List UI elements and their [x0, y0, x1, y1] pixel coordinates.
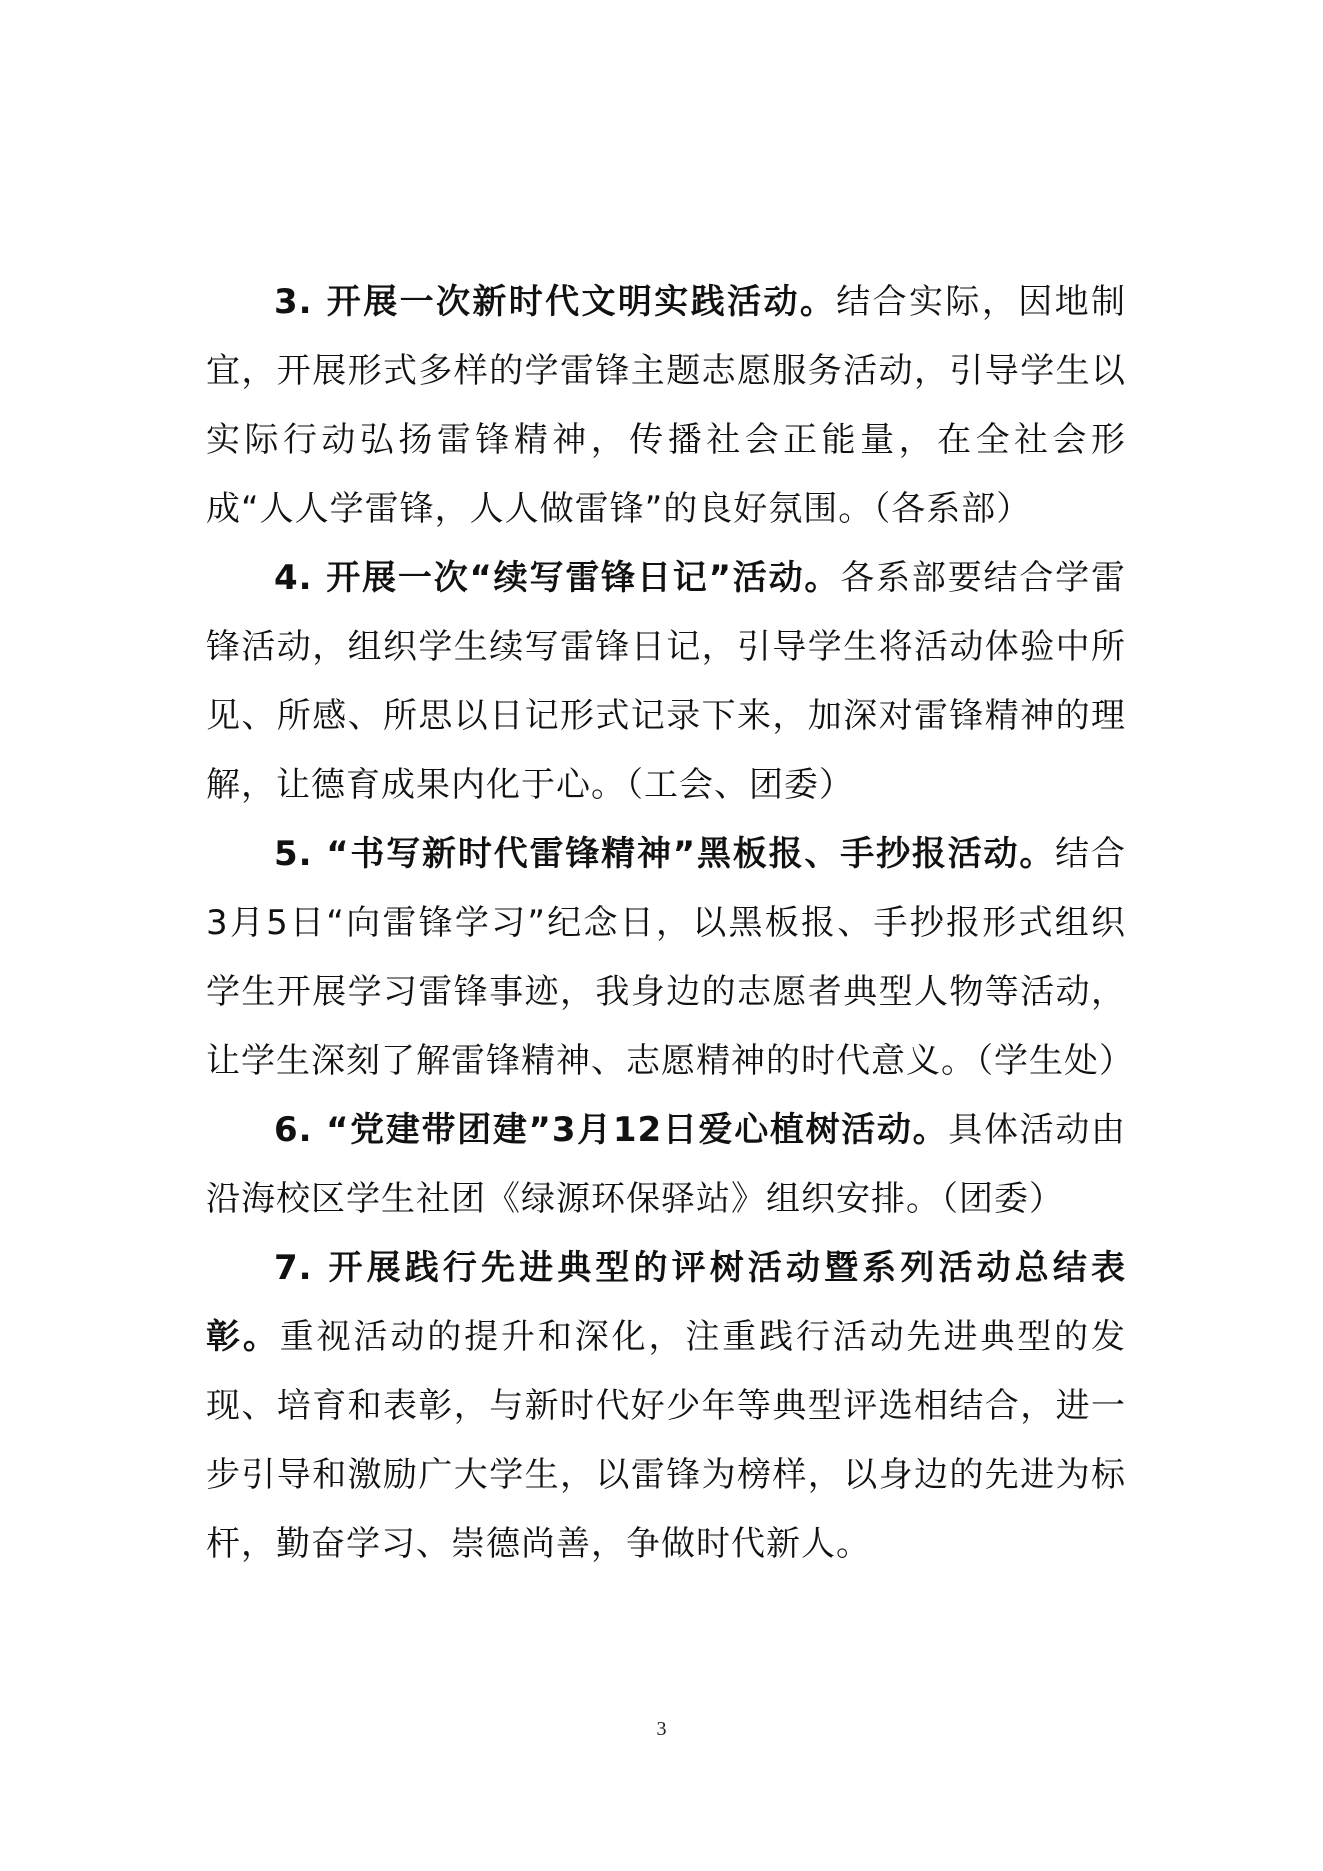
paragraph-item-7: [206, 1234, 1126, 1579]
paragraph-heading: 7. 开展践行先进典型的评树活动暨系列活动总结表彰。: [206, 1248, 1126, 1357]
paragraph-item-5: [206, 820, 1134, 1096]
paragraph-heading: 4. 开展一次“续写雷锋日记”活动。: [274, 558, 841, 598]
paragraph-item-6: [206, 1096, 1126, 1234]
paragraph-body: 重视活动的提升和深化，注重践行活动先进典型的发现、培育和表彰，与新时代好少年等典型评选相结合，进一步引导和激励广大学生，以雷锋为榜样，以身边的先进为标杆，勤奋学习、崇德尚善，争做时代新人。: [206, 1317, 1126, 1564]
paragraph-body: 各系部要结合学雷锋活动，组织学生续写雷锋日记，引导学生将活动体验中所见、所感、所思以日记形式记录下来，加深对雷锋精神的理解，让德育成果内化于心。（工会、团委）: [206, 558, 1126, 805]
page-number: 3: [656, 1718, 667, 1740]
document-body: [206, 268, 1134, 1579]
paragraph-item-3: [206, 268, 1126, 544]
paragraph-heading: 5. “书写新时代雷锋精神”黑板报、手抄报活动。: [274, 834, 1056, 874]
paragraph-heading: 3. 开展一次新时代文明实践活动。: [274, 282, 837, 322]
paragraph-body: 结合实际，因地制宜，开展形式多样的学雷锋主题志愿服务活动，引导学生以实际行动弘扬雷锋精神，传播社会正能量，在全社会形成“人人学雷锋，人人做雷锋”的良好氛围。（各系部）: [206, 282, 1126, 529]
paragraph-body: 具体活动由沿海校区学生社团《绿源环保驿站》组织安排。（团委）: [206, 1110, 1126, 1219]
paragraph-heading: 6. “党建带团建”3月12日爱心植树活动。: [274, 1110, 949, 1150]
paragraph-item-4: [206, 544, 1126, 820]
paragraph-body: 结合3月5日“向雷锋学习”纪念日，以黑板报、手抄报形式组织学生开展学习雷锋事迹，我身边的志愿者典型人物等活动，让学生深刻了解雷锋精神、志愿精神的时代意义。（学生处）: [206, 834, 1134, 1081]
